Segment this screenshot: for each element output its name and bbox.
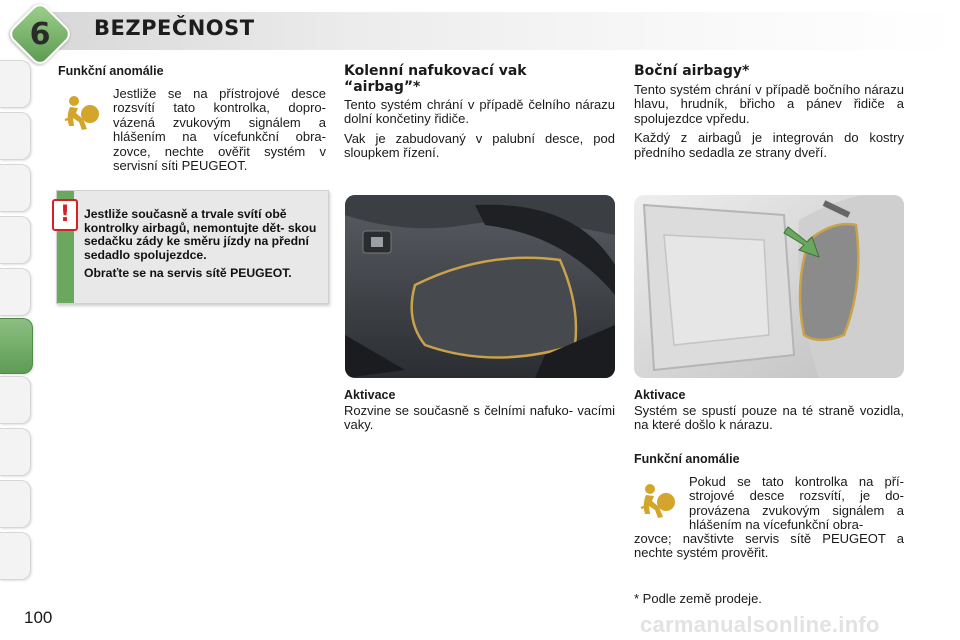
footnote: * Podle země prodeje. <box>634 591 762 606</box>
chapter-tab-active[interactable] <box>0 318 33 374</box>
knee-airbag-p1: Tento systém chrání v případě čelního nárazu dolní končetiny řidiče. <box>344 97 615 127</box>
knee-airbag-text <box>344 98 615 166</box>
side-activation-heading: Aktivace <box>634 388 686 402</box>
side-airbags-p2: Každý z airbagů je integrován do kostry předního sedadla ze strany dveří. <box>634 130 904 160</box>
knee-airbag-heading: Kolenní nafukovací vak “airbag”* <box>344 63 527 95</box>
side-anomaly-text-full: zovce; navštivte servis sítě PEUGEOT a nechte systém prověřit. <box>634 531 904 561</box>
page-title: BEZPEČNOST <box>94 16 255 40</box>
warning-text-main: Jestliže současně a trvale svítí obě kontrolky airbagů, nemontujte dět- skou sedačku zády ke směru jízdy na přední sedadlo spolujezdce. <box>84 207 317 262</box>
watermark: carmanualsonline.info <box>640 612 880 637</box>
side-anomaly-heading: Funkční anomálie <box>634 452 740 466</box>
chapter-tab[interactable] <box>0 376 31 424</box>
chapter-tab[interactable] <box>0 428 31 476</box>
chapter-tab[interactable] <box>0 268 31 316</box>
knee-activation-heading: Aktivace <box>344 388 396 402</box>
warning-text <box>84 208 322 286</box>
chapter-tab[interactable] <box>0 216 31 264</box>
warning-text-service: Obraťte se na servis sítě PEUGEOT. <box>84 266 292 281</box>
chapter-tab[interactable] <box>0 112 31 160</box>
chapter-tabs <box>0 60 38 580</box>
side-activation-text: Systém se spustí pouze na té straně vozidla, na které došlo k nárazu. <box>634 403 904 433</box>
knee-activation-text: Rozvine se současně s čelními nafuko- vacími vaky. <box>344 403 615 433</box>
side-airbags-text <box>634 83 904 165</box>
knee-airbag-photo <box>345 195 615 378</box>
chapter-tab[interactable] <box>0 60 31 108</box>
chapter-tab[interactable] <box>0 532 31 580</box>
airbag-warning-icon <box>62 94 102 132</box>
side-anomaly-text-indent: Pokud se tato kontrolka na pří- strojové desce rozsvítí, je do- provázena zvukovým signálem a hlášením na vícefunkční obra- <box>689 474 904 533</box>
side-airbags-heading: Boční airbagy* <box>634 63 750 79</box>
page-number: 100 <box>24 608 53 627</box>
side-airbags-p1: Tento systém chrání v případě bočního nárazu hlavu, hrudník, břicho a pánev řidiče a spolujezdce vpředu. <box>634 82 904 126</box>
airbag-warning-icon <box>638 482 678 520</box>
knee-airbag-p2: Vak je zabudovaný v palubní desce, pod sloupkem řízení. <box>344 130 615 161</box>
chapter-number: 6 <box>29 16 51 52</box>
side-airbag-photo <box>634 195 904 378</box>
anomaly-heading: Funkční anomálie <box>58 64 164 78</box>
exclamation-icon: ! <box>52 199 78 231</box>
anomaly-text: Jestliže se na přístrojové desce rozsvítí tato kontrolka, dopro- vázená zvukovým signálem a hlášením na vícefunkční obra- zovce, nechte ověřit systém v servisní síti PEUGEOT. <box>113 86 326 174</box>
chapter-tab[interactable] <box>0 164 31 212</box>
chapter-tab[interactable] <box>0 480 31 528</box>
